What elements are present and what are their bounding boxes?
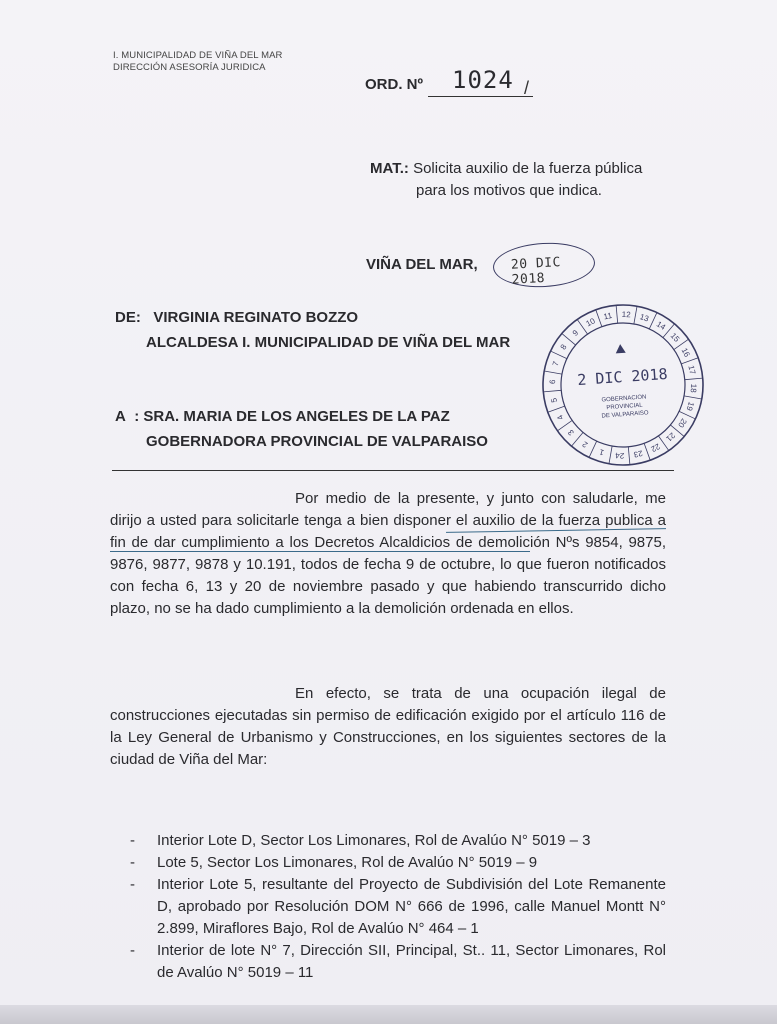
ord-number: 1024 xyxy=(452,66,514,94)
paragraph-2 xyxy=(110,683,666,771)
received-stamp xyxy=(534,296,711,473)
stamp-ring-divider xyxy=(608,446,614,464)
stamp-line-2: PROVINCIAL xyxy=(606,402,643,412)
stamp-ring-divider xyxy=(557,420,573,430)
list-item: - Interior Lote D, Sector Los Limonares, Rol de Avalúo N° 5019 – 3 xyxy=(130,830,666,852)
stamp-line-3: DE VALPARAISO xyxy=(601,410,649,420)
stamp-ring-number: 2 xyxy=(580,439,590,450)
subject-label: MAT.: xyxy=(370,160,409,177)
stamp-ring-number: 16 xyxy=(679,346,692,359)
stamp-ring-number: 24 xyxy=(615,450,625,461)
stamp-ring-number: 7 xyxy=(550,360,561,368)
stamp-ring-number: 20 xyxy=(676,416,689,430)
sender-title: ALCALDESA I. MUNICIPALIDAD DE VIÑA DEL MAR xyxy=(146,334,511,351)
ord-number-line xyxy=(428,96,533,97)
ord-label: ORD. Nº xyxy=(365,76,423,93)
date-stamp-oval xyxy=(492,240,596,289)
paragraph-2-intro: En efecto, se trata de una ocupación ilegal de xyxy=(295,685,666,702)
property-list xyxy=(130,830,666,984)
letterhead-line-1: I. MUNICIPALIDAD DE VIÑA DEL MAR xyxy=(113,50,283,61)
paragraph-1-body: dirijo a usted para solicitarle tenga a bien disponer el auxilio de la fuerza publica a fin de dar cumplimiento a los Decretos Alcaldicios de demolición Nºs 9854, 9875, 9876, 9877, 9878 y 10.191, todos de fecha 9 de octubre, lo que fueron notificados con fecha 6, 13 y 20 de noviembre pasado y que habiendo transcurrido dicho plazo, no se ha dado cumplimiento a la demolición ordenada en ellos. xyxy=(110,512,666,617)
received-stamp-graphic xyxy=(534,296,711,473)
sender-label: DE: xyxy=(115,309,141,326)
stamp-ring-divider xyxy=(543,390,561,392)
stamp-ring-number: 11 xyxy=(602,310,613,322)
stamp-ring-divider xyxy=(544,370,562,376)
subject-line-1: Solicita auxilio de la fuerza pública xyxy=(413,160,643,177)
recipient-label: A xyxy=(115,408,126,425)
sender-block xyxy=(115,305,510,355)
sender-name: VIRGINIA REGINATO BOZZO xyxy=(153,309,359,326)
stamp-ring-divider xyxy=(685,378,703,380)
paragraph-1 xyxy=(110,488,666,620)
list-item: - Interior Lote 5, resultante del Proyecto de Subdivisión del Lote Remanente D, aprobado por Resolución DOM N° 666 de 1996, calle Manuel Montt N° 2.899, Miraflores Bajo, Rol de Avalúo N° 464 – 1 xyxy=(130,874,666,940)
stamp-ring-number: 21 xyxy=(664,430,677,444)
stamp-ring-divider xyxy=(596,309,602,327)
page-bottom-edge xyxy=(0,1005,777,1024)
stamp-ring-number: 1 xyxy=(598,447,606,458)
stamp-ring-divider xyxy=(681,358,699,364)
stamp-line-1: GOBERNACION xyxy=(601,394,647,404)
stamp-ring-number: 5 xyxy=(549,397,560,404)
stamp-ring-divider xyxy=(628,447,630,465)
stamp-ring-divider xyxy=(551,350,567,360)
stamp-ring-number: 13 xyxy=(638,312,650,324)
subject-block xyxy=(370,158,700,202)
ord-pen-mark: / xyxy=(524,78,530,98)
stamp-triangle xyxy=(615,344,626,354)
stamp-ring-number: 3 xyxy=(566,427,576,438)
recipient-title: GOBERNADORA PROVINCIAL DE VALPARAISO xyxy=(146,433,488,450)
stamp-ring-number: 10 xyxy=(584,316,597,329)
stamp-ring-number: 15 xyxy=(668,331,682,344)
paragraph-1-intro: Por medio de la presente, y junto con saludarle, me xyxy=(295,490,666,507)
recipient-name: : SRA. MARIA DE LOS ANGELES DE LA PAZ xyxy=(134,408,450,425)
subject-line-2: para los motivos que indica. xyxy=(416,182,602,199)
stamp-ring-number: 22 xyxy=(649,441,662,454)
letterhead xyxy=(113,50,282,74)
stamp-ring-divider xyxy=(547,406,565,412)
stamp-ring-divider xyxy=(588,441,598,457)
date-stamp-text: 20 DIC 2018 xyxy=(510,255,562,288)
stamp-ring-number: 19 xyxy=(684,400,696,412)
stamp-ring-number: 12 xyxy=(621,309,631,320)
stamp-ring-divider xyxy=(644,443,650,461)
stamp-ring-number: 17 xyxy=(686,364,698,376)
place-label: VIÑA DEL MAR, xyxy=(366,256,478,273)
stamp-ring-divider xyxy=(684,395,702,401)
paragraph-2-body: construcciones ejecutadas sin permiso de edificación exigido por el artículo 116 de la Ley General de Urbanismo y Construcciones, en los siguientes sectores de la ciudad de Viña del Mar: xyxy=(110,707,666,768)
stamp-ring-number: 18 xyxy=(688,383,699,393)
stamp-ring-number: 4 xyxy=(555,413,566,422)
stamp-ring-divider xyxy=(633,306,639,324)
stamp-ring-number: 14 xyxy=(654,319,668,332)
stamp-ring-number: 8 xyxy=(558,342,569,352)
list-item: - Lote 5, Sector Los Limonares, Rol de Avalúo N° 5019 – 9 xyxy=(130,852,666,874)
list-item: - Interior de lote N° 7, Dirección SII, Principal, St.. 11, Sector Limonares, Rol de Avalúo N° 5019 – 11 xyxy=(130,940,666,984)
separator-line xyxy=(112,470,674,471)
stamp-ring-number: 9 xyxy=(570,328,581,338)
stamp-date: 2 DIC 2018 xyxy=(576,364,669,390)
letterhead-line-2: DIRECCIÓN ASESORÍA JURIDICA xyxy=(113,62,266,73)
stamp-ring-number: 23 xyxy=(632,448,644,460)
stamp-ring-number: 6 xyxy=(548,379,558,385)
stamp-ring-divider xyxy=(616,305,618,323)
recipient-block xyxy=(115,404,488,454)
pen-underline-2 xyxy=(110,549,530,552)
